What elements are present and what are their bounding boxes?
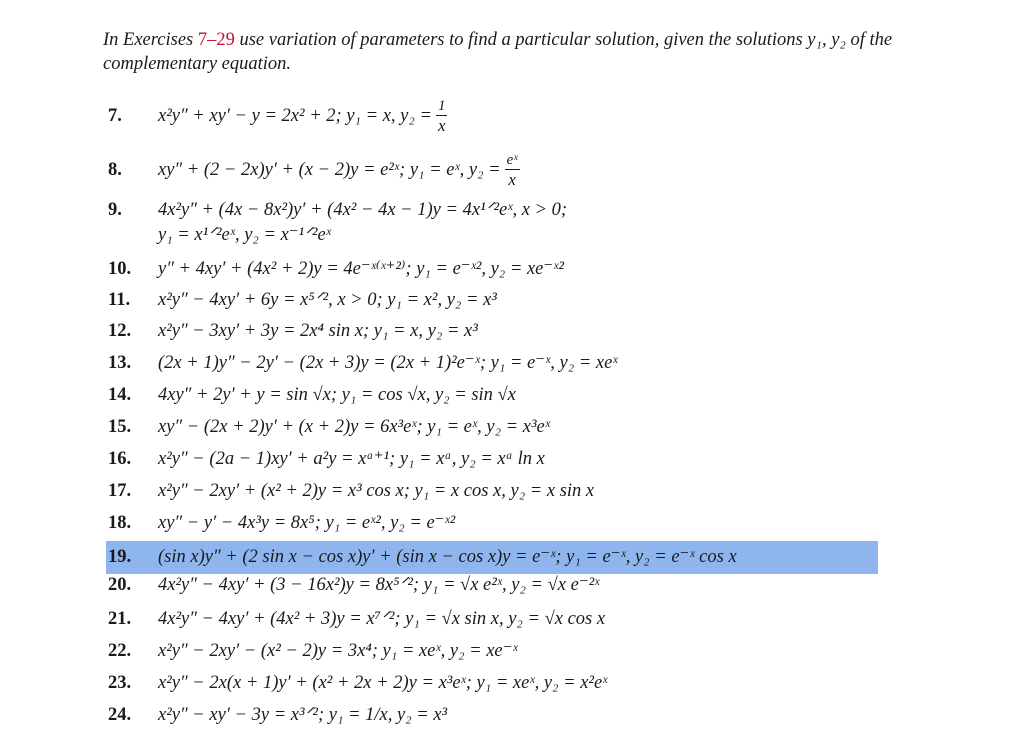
exercise-24	[108, 704, 908, 726]
exercise-15	[108, 416, 908, 438]
exercise-23	[108, 672, 908, 694]
exercise-17	[108, 480, 908, 502]
exercise-number: 15.	[108, 417, 132, 437]
exercise-11	[108, 289, 908, 311]
fraction-numerator: 1	[437, 98, 446, 114]
exercise-number: 10.	[108, 259, 132, 279]
exercise-number: 8.	[108, 159, 122, 180]
exercise-equation: x²y″ − xy′ − 3y = x³ᐟ²; y₁ = 1/x, y₂ = x³	[158, 705, 448, 725]
exercise-number: 18.	[108, 513, 132, 533]
exercise-16	[108, 448, 908, 470]
exercise-equation: x²y″ − 3xy′ + 3y = 2x⁴ sin x; y₁ = x, y₂ = x³	[158, 321, 478, 341]
exercise-7	[108, 98, 908, 135]
exercise-equation: x²y″ − (2a − 1)xy′ + a²y = xᵃ⁺¹; y₁ = xᵃ, y₂ = xᵃ ln x	[158, 449, 545, 469]
exercise-number: 16.	[108, 449, 132, 469]
instructions	[103, 28, 963, 76]
exercise-number: 20.	[108, 575, 132, 595]
exercise-equation: x²y″ − 2x(x + 1)y′ + (x² + 2x + 2)y = x³eˣ; y₁ = xeˣ, y₂ = x²eˣ	[158, 673, 608, 693]
exercise-22	[108, 640, 908, 662]
exercise-range-link[interactable]: 7–29	[197, 30, 235, 50]
exercise-14	[108, 384, 908, 406]
exercise-equation: x²y″ − 2xy′ + (x² + 2)y = x³ cos x; y₁ = x cos x, y₂ = x sin x	[158, 481, 595, 501]
exercise-number: 24.	[108, 705, 132, 725]
exercise-12	[108, 320, 908, 342]
exercise-equation: 4xy″ + 2y′ + y = sin √x; y₁ = cos √x, y₂ = sin √x	[158, 385, 516, 405]
exercise-21	[108, 608, 908, 630]
exercise-9	[108, 199, 908, 221]
fraction-denominator: x	[437, 116, 446, 135]
exercise-number: 14.	[108, 385, 132, 405]
exercise-equation: y″ + 4xy′ + (4x² + 2)y = 4e⁻ˣ⁽ˣ⁺²⁾; y₁ = e⁻ˣ², y₂ = xe⁻ˣ²	[158, 259, 564, 279]
exercise-equation: (2x + 1)y″ − 2y′ − (2x + 3)y = (2x + 1)²e⁻ˣ; y₁ = e⁻ˣ, y₂ = xeˣ	[158, 353, 618, 373]
exercise-18	[108, 512, 908, 534]
exercise-19[interactable]	[108, 546, 908, 568]
exercise-8	[108, 152, 908, 189]
intro-text-before: In Exercises	[103, 30, 198, 50]
exercise-number: 9.	[108, 200, 122, 220]
exercise-number: 7.	[108, 105, 122, 126]
exercise-13	[108, 352, 908, 374]
exercise-20	[108, 574, 908, 596]
exercise-equation: xy″ − y′ − 4x³y = 8x⁵; y₁ = eˣ², y₂ = e⁻ˣ²	[158, 513, 456, 533]
exercise-equation: 4x²y″ − 4xy′ + (3 − 16x²)y = 8x⁵ᐟ²; y₁ = √x e²ˣ, y₂ = √x e⁻²ˣ	[158, 575, 600, 595]
exercise-10	[108, 258, 908, 280]
exercise-number: 21.	[108, 609, 132, 629]
fraction	[436, 98, 448, 135]
intro-text-after: use variation of parameters to find a particular solution, given the solutions y₁, y₂ of the complementary equation.	[103, 30, 893, 74]
fraction-denominator: x	[505, 169, 520, 189]
fraction-numerator: eˣ	[506, 152, 518, 168]
exercise-equation: (sin x)y″ + (2 sin x − cos x)y′ + (sin x − cos x)y = e⁻ˣ; y₁ = e⁻ˣ, y₂ = e⁻ˣ cos x	[158, 547, 737, 567]
exercise-equation: x²y″ − 2xy′ − (x² − 2)y = 3x⁴; y₁ = xeˣ, y₂ = xe⁻ˣ	[158, 641, 518, 661]
exercise-number: 12.	[108, 321, 132, 341]
exercise-equation: x²y″ − 4xy′ + 6y = x⁵ᐟ², x > 0; y₁ = x², y₂ = x³	[158, 290, 497, 310]
exercise-number: 23.	[108, 673, 132, 693]
exercise-number: 17.	[108, 481, 132, 501]
exercise-equation: xy″ + (2 − 2x)y′ + (x − 2)y = e²ˣ; y₁ = eˣ, y₂ =	[158, 159, 501, 180]
fraction	[505, 152, 520, 189]
exercise-equation: xy″ − (2x + 2)y′ + (x + 2)y = 6x³eˣ; y₁ = eˣ, y₂ = x³eˣ	[158, 417, 550, 437]
exercise-equation: x²y″ + xy′ − y = 2x² + 2; y₁ = x, y₂ =	[158, 105, 432, 126]
exercise-number: 11.	[108, 290, 131, 310]
exercise-9-continuation: y₁ = x¹ᐟ²eˣ, y₂ = x⁻¹ᐟ²eˣ	[158, 225, 331, 245]
exercise-equation: 4x²y″ + (4x − 8x²)y′ + (4x² − 4x − 1)y = 4x¹ᐟ²eˣ, x > 0;	[158, 200, 568, 220]
exercise-number: 19.	[108, 547, 132, 567]
exercise-number: 13.	[108, 353, 132, 373]
exercise-number: 22.	[108, 641, 132, 661]
exercise-equation: 4x²y″ − 4xy′ + (4x² + 3)y = x⁷ᐟ²; y₁ = √x sin x, y₂ = √x cos x	[158, 609, 606, 629]
